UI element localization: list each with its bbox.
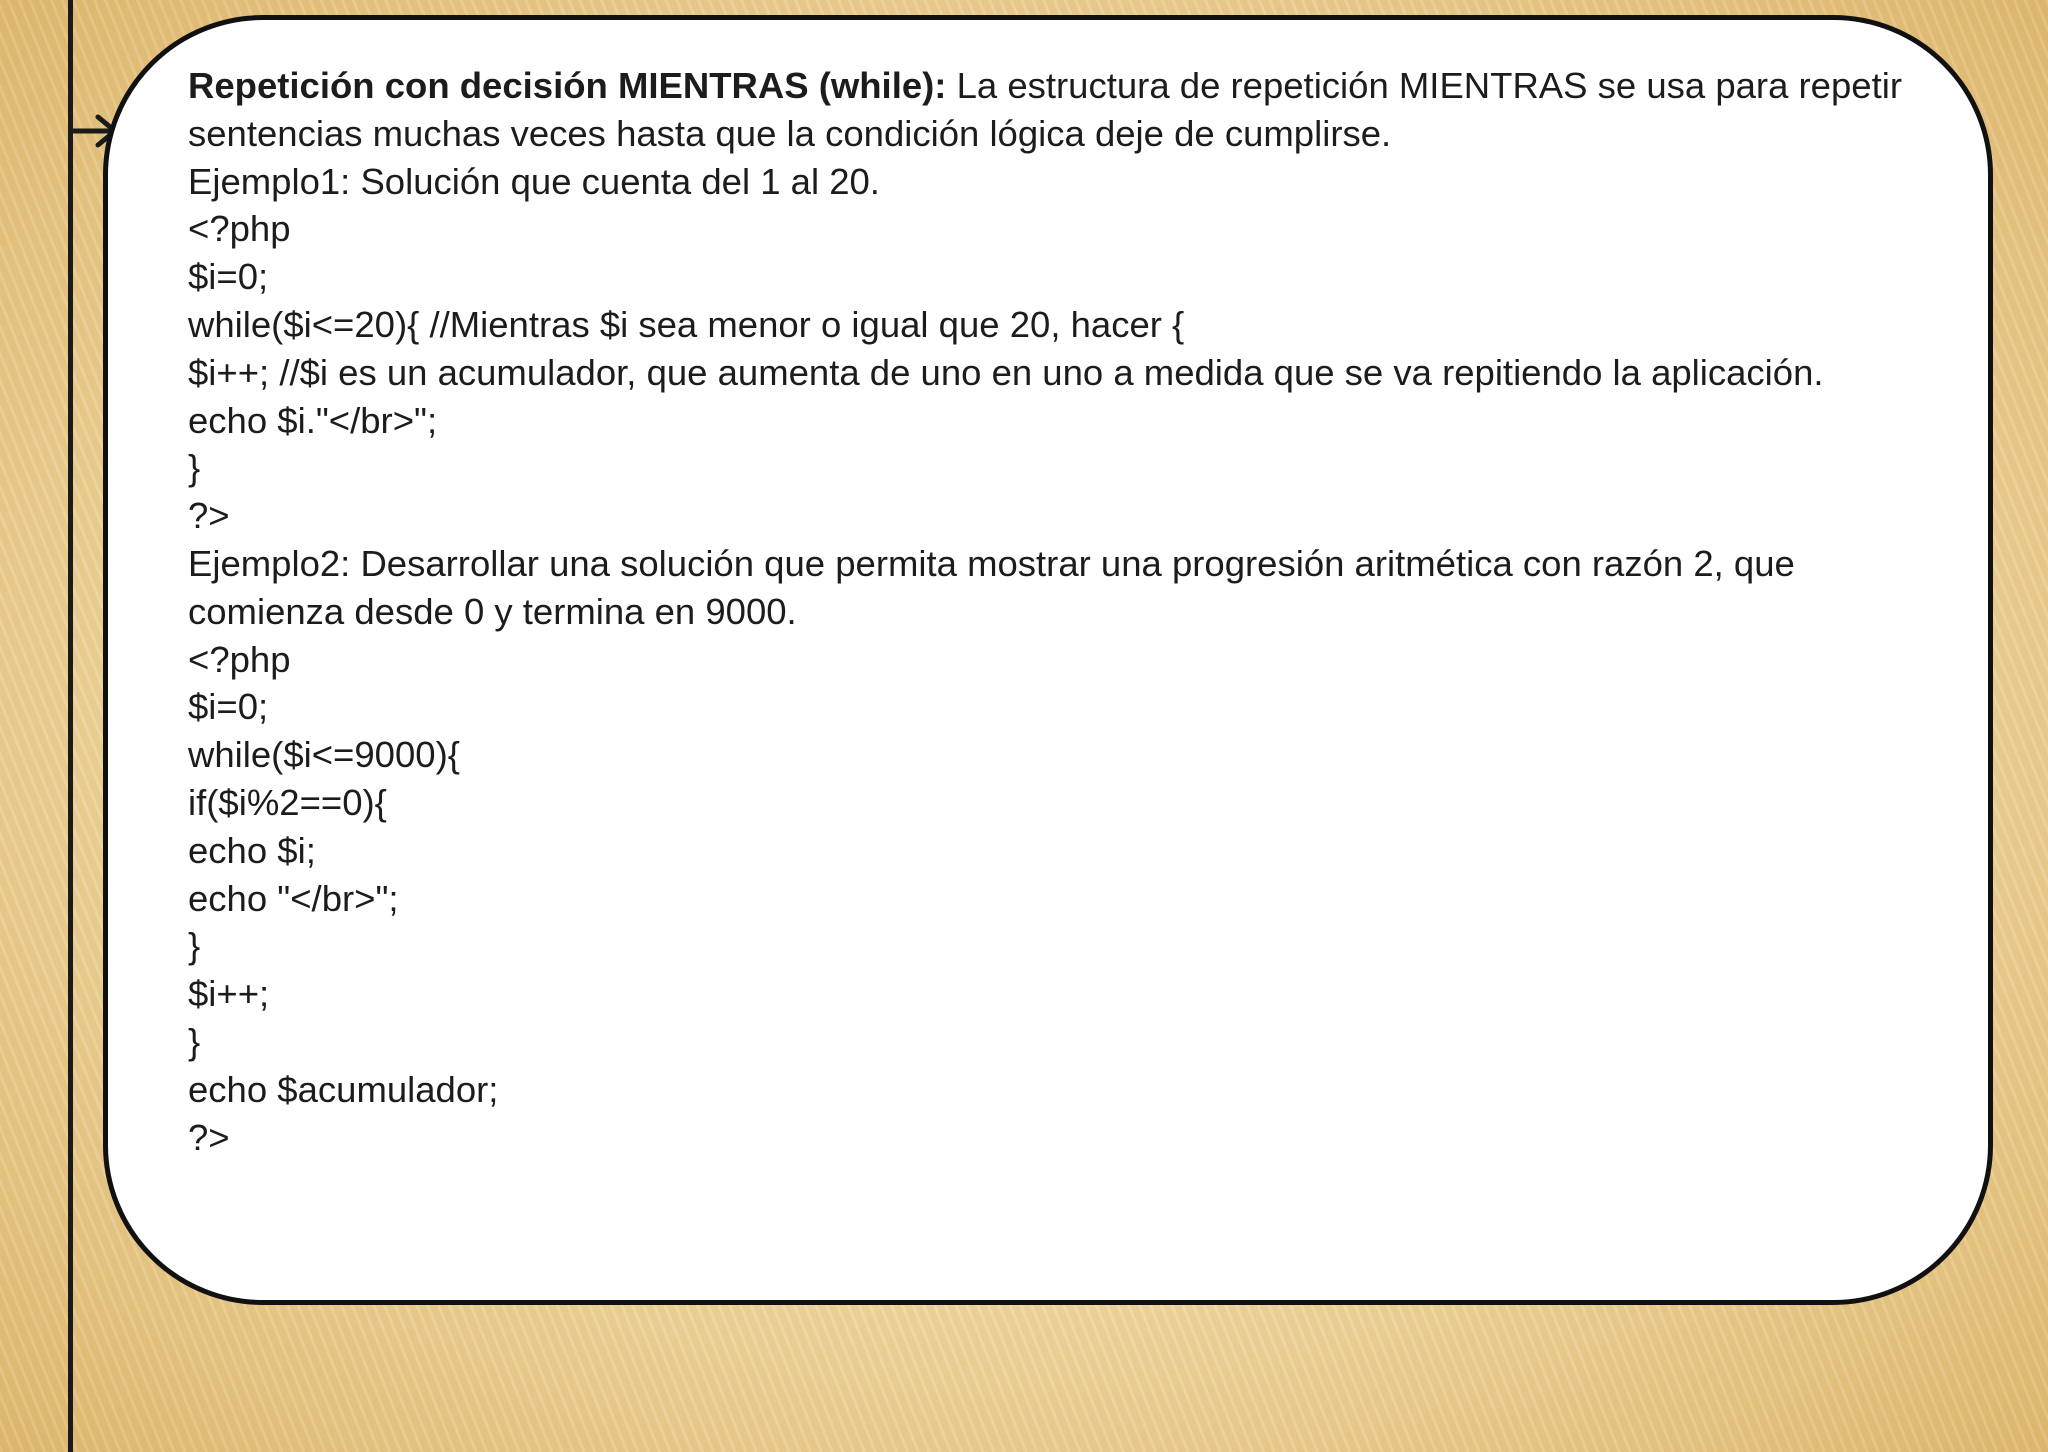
code-line: $i=0; — [188, 256, 269, 298]
code-line: $i++; — [188, 973, 270, 1015]
code-line: if($i%2==0){ — [188, 781, 387, 823]
left-vertical-rule — [68, 0, 73, 1452]
code-line: ?> — [188, 1116, 230, 1158]
example1-code — [188, 205, 1948, 540]
intro-paragraph — [188, 62, 1948, 158]
code-line: <?php — [188, 638, 291, 680]
code-line: echo "</br>"; — [188, 877, 399, 919]
code-line: echo $i; — [188, 829, 316, 871]
code-line: while($i<=9000){ — [188, 734, 460, 776]
code-line: } — [188, 1020, 201, 1062]
code-line: echo $i."</br>"; — [188, 399, 438, 441]
intro-text: La estructura de repetición MIENTRAS se usa para repetir sentencias muchas veces hasta que la condición lógica deje de cumplirse. — [188, 65, 1902, 154]
example2-heading: Ejemplo2: Desarrollar una solución que permita mostrar una progresión aritmética con razón 2, que comienza desde 0 y termina en 9000. — [188, 542, 1795, 632]
code-line: <?php — [188, 208, 291, 250]
code-line: } — [188, 447, 201, 489]
code-line: echo $acumulador; — [188, 1068, 499, 1110]
slide-content — [188, 62, 1948, 1161]
example2-code — [188, 636, 1948, 1162]
intro-title: Repetición con decisión MIENTRAS (while): — [188, 65, 947, 106]
code-line: while($i<=20){ //Mientras $i sea menor o igual que 20, hacer { — [188, 303, 1185, 345]
code-line: $i++; //$i es un acumulador, que aumenta de uno en uno a medida que se va repitiendo la aplicación. — [188, 351, 1824, 393]
code-line: } — [188, 925, 201, 967]
example1-heading: Ejemplo1: Solución que cuenta del 1 al 20. — [188, 160, 880, 202]
code-line: ?> — [188, 495, 230, 537]
code-line: $i=0; — [188, 686, 269, 728]
